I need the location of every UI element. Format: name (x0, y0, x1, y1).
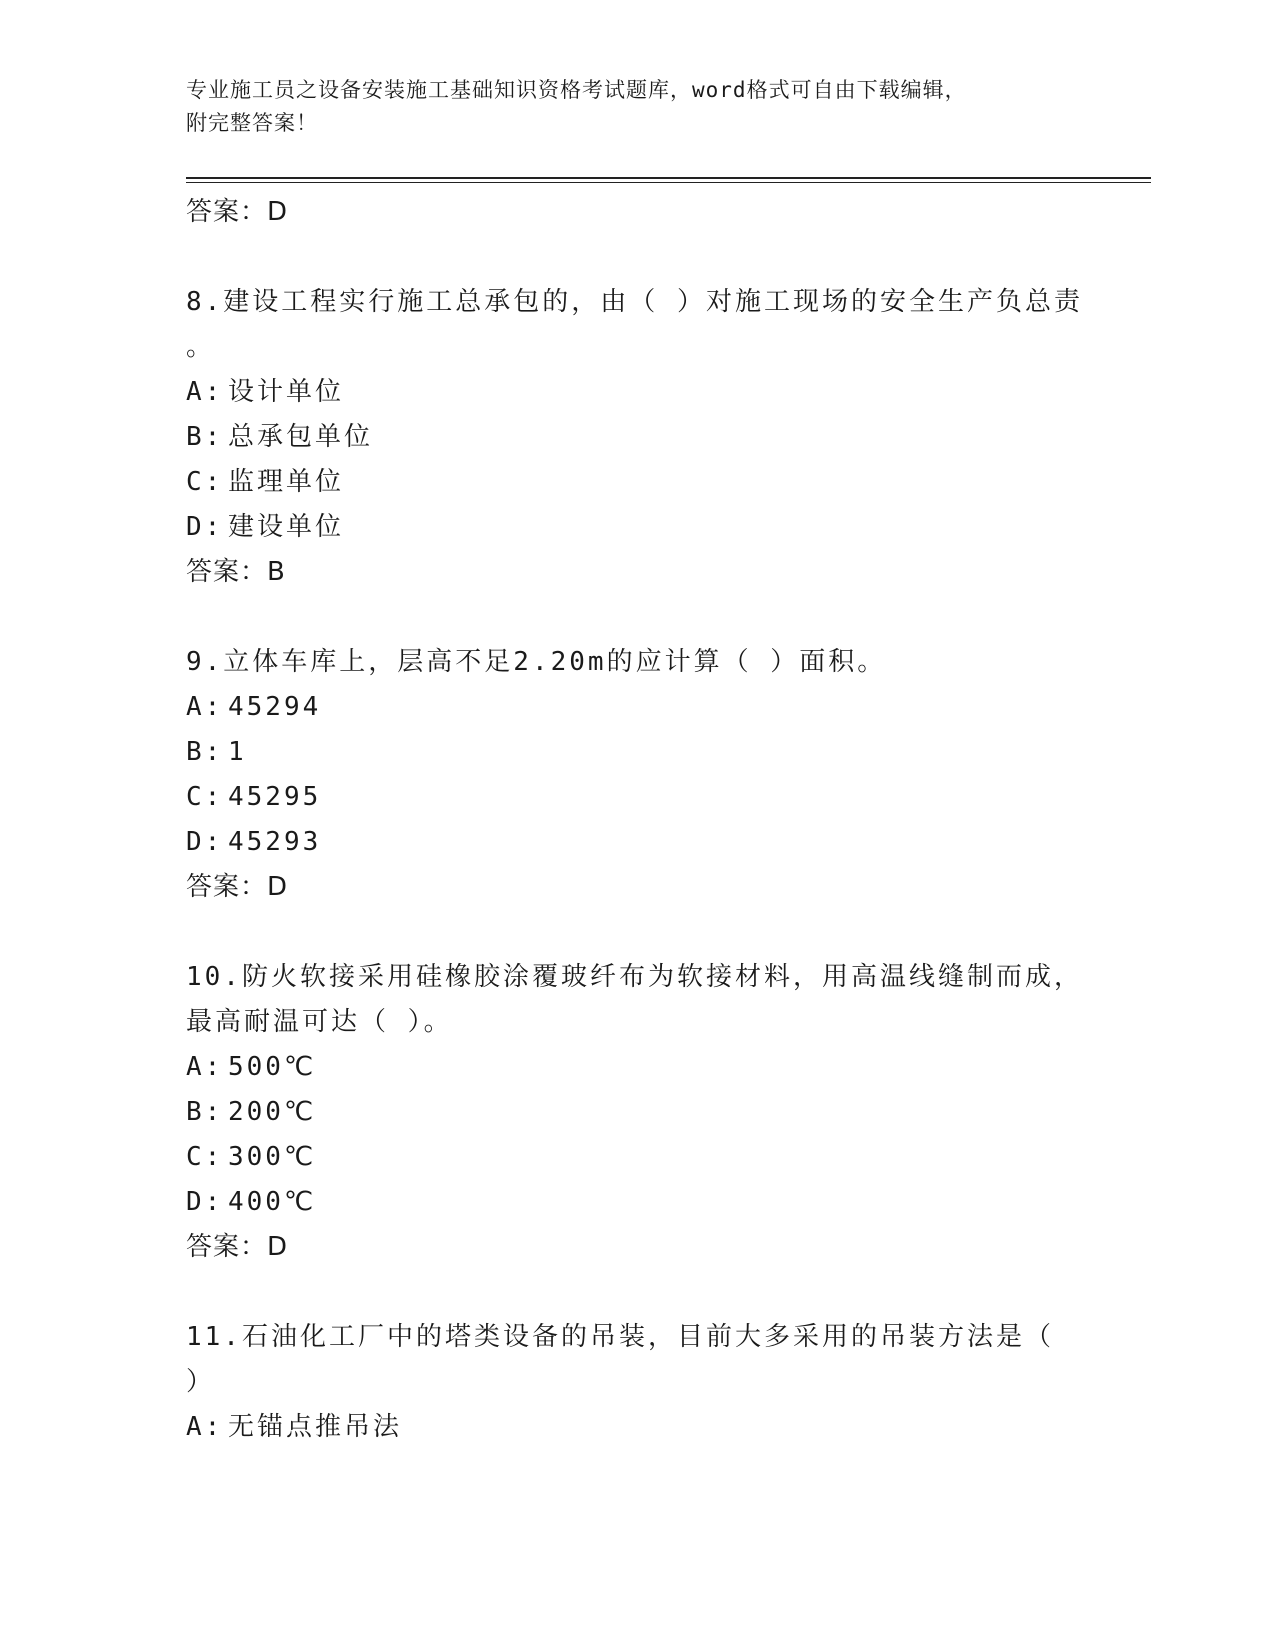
question-block (186, 1315, 1146, 1450)
option-text: 200℃ (228, 1097, 317, 1127)
answer-line: 答案：D (186, 1232, 289, 1262)
question-text-line: ） (186, 1367, 216, 1397)
header-line-1: 专业施工员之设备安装施工基础知识资格考试题库，word格式可自由下载编辑， (186, 78, 967, 102)
header-line-2: 附完整答案！ (186, 111, 318, 135)
option-letter: C: (186, 782, 224, 812)
question-block (186, 955, 1146, 1270)
option-row (186, 415, 1146, 460)
option-text: 400℃ (228, 1187, 317, 1217)
option-letter: A: (186, 1412, 224, 1442)
option-text: 500℃ (228, 1052, 317, 1082)
option-row (186, 1135, 1146, 1180)
option-row (186, 1090, 1146, 1135)
option-letter: B: (186, 422, 224, 452)
question-text-line: 最高耐温可达（ ）。 (186, 1007, 453, 1037)
option-text: 总承包单位 (228, 422, 374, 452)
option-text: 设计单位 (228, 377, 345, 407)
question-text-line: 8.建设工程实行施工总承包的，由（ ）对施工现场的安全生产负总责 (186, 287, 1083, 317)
option-text: 1 (228, 737, 247, 767)
option-letter: D: (186, 1187, 224, 1217)
header-divider (186, 177, 1151, 183)
option-letter: A: (186, 692, 224, 722)
option-row (186, 460, 1146, 505)
question-block (186, 640, 1146, 910)
question-text-line: 。 (186, 332, 216, 362)
option-text: 建设单位 (228, 512, 345, 542)
question-text (186, 1315, 1086, 1405)
questions-container (186, 280, 1146, 1450)
option-text: 45293 (228, 827, 322, 857)
option-row (186, 775, 1146, 820)
answer-line: 答案：D (186, 197, 289, 227)
option-row (186, 820, 1146, 865)
option-text: 无锚点推吊法 (228, 1412, 403, 1442)
option-row (186, 1180, 1146, 1225)
question-text (186, 640, 1086, 685)
option-letter: A: (186, 377, 224, 407)
question-block (186, 280, 1146, 595)
option-row (186, 685, 1146, 730)
option-row (186, 1045, 1146, 1090)
option-row (186, 1405, 1146, 1450)
question-text-line: 10.防火软接采用硅橡胶涂覆玻纤布为软接材料，用高温线缝制而成， (186, 962, 1083, 992)
question-text (186, 955, 1086, 1045)
answer-line: 答案：D (186, 872, 289, 902)
option-letter: D: (186, 512, 224, 542)
option-letter: A: (186, 1052, 224, 1082)
option-text: 300℃ (228, 1142, 317, 1172)
question-text (186, 280, 1086, 370)
document-header (186, 74, 1086, 140)
option-letter: C: (186, 467, 224, 497)
answer-line: 答案：B (186, 557, 286, 587)
option-letter: D: (186, 827, 224, 857)
option-letter: B: (186, 737, 224, 767)
option-text: 45295 (228, 782, 322, 812)
option-letter: B: (186, 1097, 224, 1127)
option-row (186, 370, 1146, 415)
option-text: 45294 (228, 692, 322, 722)
option-row (186, 505, 1146, 550)
option-row (186, 730, 1146, 775)
question-list (186, 190, 1146, 1450)
question-text-line: 11.石油化工厂中的塔类设备的吊装，目前大多采用的吊装方法是（ (186, 1322, 1054, 1352)
question-text-line: 9.立体车库上，层高不足2.20m的应计算（ ）面积。 (186, 647, 887, 677)
option-text: 监理单位 (228, 467, 345, 497)
option-letter: C: (186, 1142, 224, 1172)
